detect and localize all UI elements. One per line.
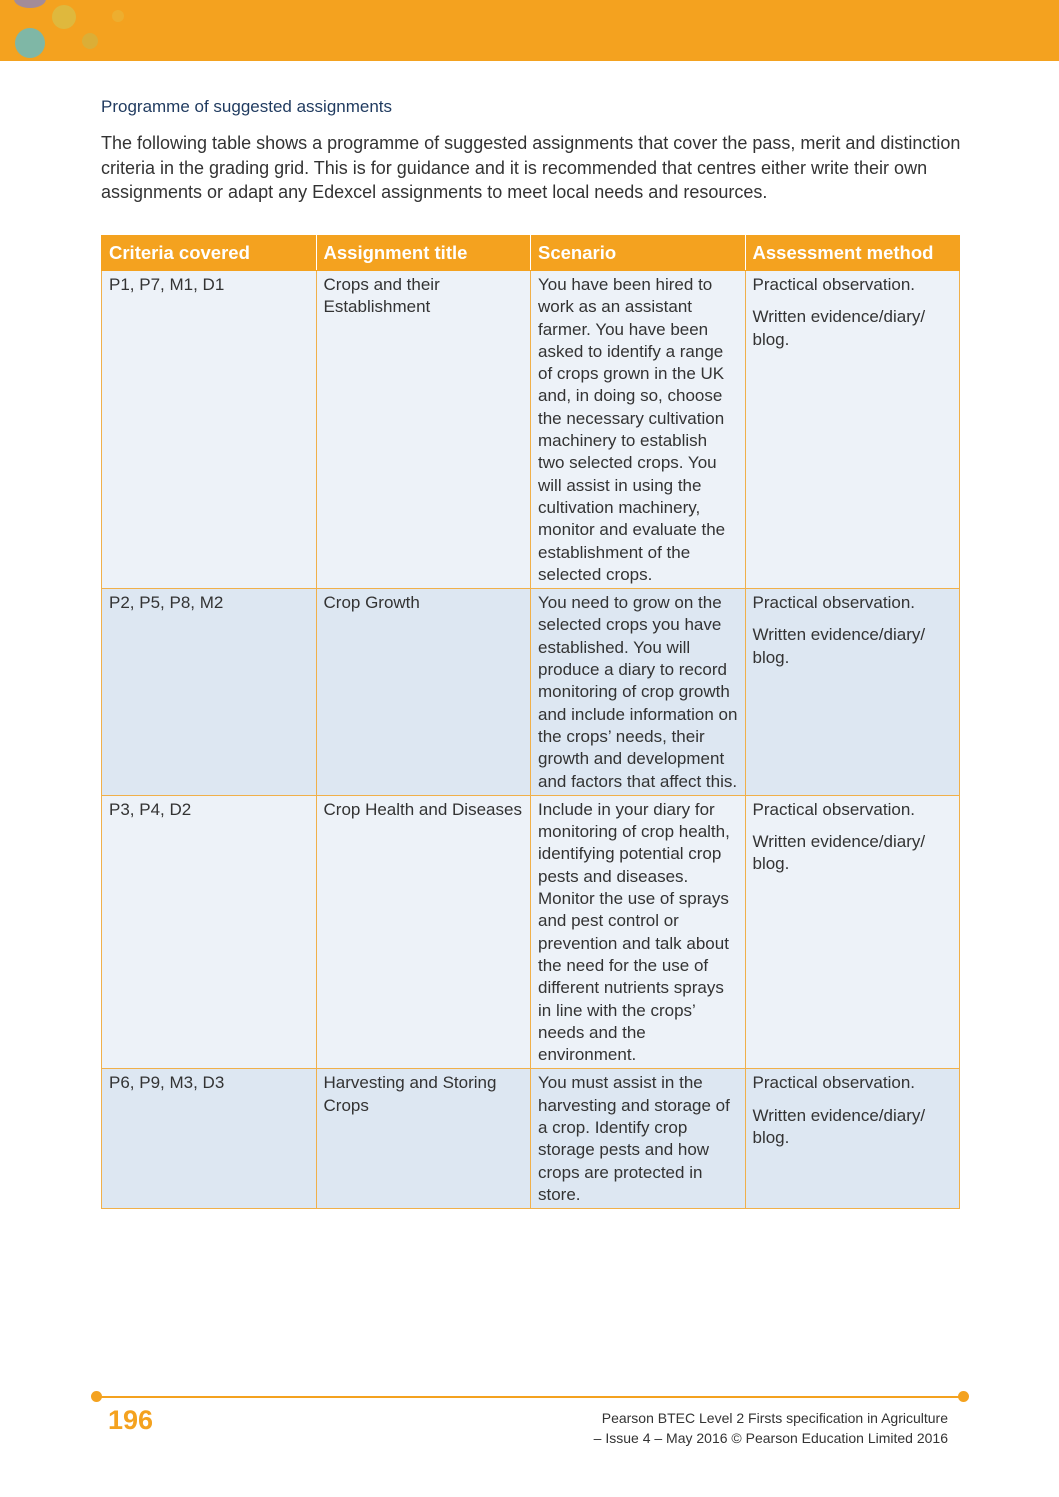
- header-scenario: Scenario: [531, 236, 746, 271]
- method-cell: [745, 589, 960, 796]
- table-row: [102, 1069, 960, 1209]
- scenario-cell: Include in your diary for monitoring of crop health, identifying potential crop pests and diseases. Monitor the use of sprays and pest control or prevention and talk about the need for the use of different nutrients sprays in line with the crops’ needs and the environment.: [531, 795, 746, 1069]
- criteria-cell: P1, P7, M1, D1: [102, 271, 317, 589]
- header-criteria: Criteria covered: [102, 236, 317, 271]
- header-band: [0, 0, 1059, 61]
- scenario-cell: You have been hired to work as an assistant farmer. You have been asked to identify a range of crops grown in the UK and, in doing so, choose the necessary cultivation machinery to establish two selected crops. You will assist in using the cultivation machinery, monitor and evaluate the establishment of the selected crops.: [531, 271, 746, 589]
- criteria-cell: P2, P5, P8, M2: [102, 589, 317, 796]
- method-cell: [745, 1069, 960, 1209]
- table-header-row: [102, 236, 960, 271]
- method-text: Written evidence/diary/ blog.: [752, 832, 926, 874]
- decorative-dot: [14, 0, 46, 8]
- scenario-cell: You must assist in the harvesting and storage of a crop. Identify crop storage pests and how crops are protected in store.: [531, 1069, 746, 1209]
- footer-line-2: – Issue 4 – May 2016 © Pearson Education Limited 2016: [593, 1430, 948, 1446]
- decorative-dot: [52, 5, 76, 29]
- header-assignment-title: Assignment title: [316, 236, 531, 271]
- decorative-dot: [82, 33, 98, 49]
- assignments-table: [101, 235, 960, 1209]
- title-cell: Crop Growth: [316, 589, 531, 796]
- criteria-cell: P3, P4, D2: [102, 795, 317, 1069]
- decorative-dot: [15, 28, 45, 58]
- decorative-dot: [112, 10, 124, 22]
- method-text: Practical observation.: [752, 799, 916, 819]
- section-heading: Programme of suggested assignments: [101, 97, 393, 116]
- table-row: [102, 589, 960, 796]
- table-row: [102, 795, 960, 1069]
- header-assessment-method: Assessment method: [745, 236, 960, 271]
- method-text: Written evidence/diary/ blog.: [752, 307, 926, 349]
- footer-line-1: Pearson BTEC Level 2 Firsts specification in Agriculture: [601, 1410, 948, 1426]
- method-text: Practical observation.: [752, 275, 916, 294]
- title-cell: Crop Health and Diseases: [316, 795, 531, 1069]
- method-text: Practical observation.: [752, 1073, 916, 1093]
- method-text: Written evidence/diary/ blog.: [752, 625, 926, 667]
- footer-divider: [96, 1396, 964, 1398]
- scenario-cell: You need to grow on the selected crops you have established. You will produce a diary to record monitoring of crop growth and include information on the crops’ needs, their growth and development and factors that affect this.: [531, 589, 746, 796]
- footer-dot-right: [958, 1391, 969, 1402]
- page-number: 196: [108, 1405, 154, 1435]
- footer-citation: [594, 1408, 948, 1448]
- title-cell: Crops and their Establishment: [316, 271, 531, 589]
- title-cell: Harvesting and Storing Crops: [316, 1069, 531, 1209]
- method-cell: [745, 795, 960, 1069]
- criteria-cell: P6, P9, M3, D3: [102, 1069, 317, 1209]
- method-text: Practical observation.: [752, 593, 916, 613]
- method-cell: [745, 271, 960, 589]
- method-text: Written evidence/diary/ blog.: [752, 1105, 926, 1147]
- table-row: [102, 271, 960, 589]
- intro-paragraph: The following table shows a programme of suggested assignments that cover the pass, merit and distinction criteria in the grading grid. This is for guidance and it is recommended that centres either write their own assignments or adapt any Edexcel assignments to meet local needs and resources.: [101, 133, 961, 202]
- footer-dot-left: [91, 1391, 102, 1402]
